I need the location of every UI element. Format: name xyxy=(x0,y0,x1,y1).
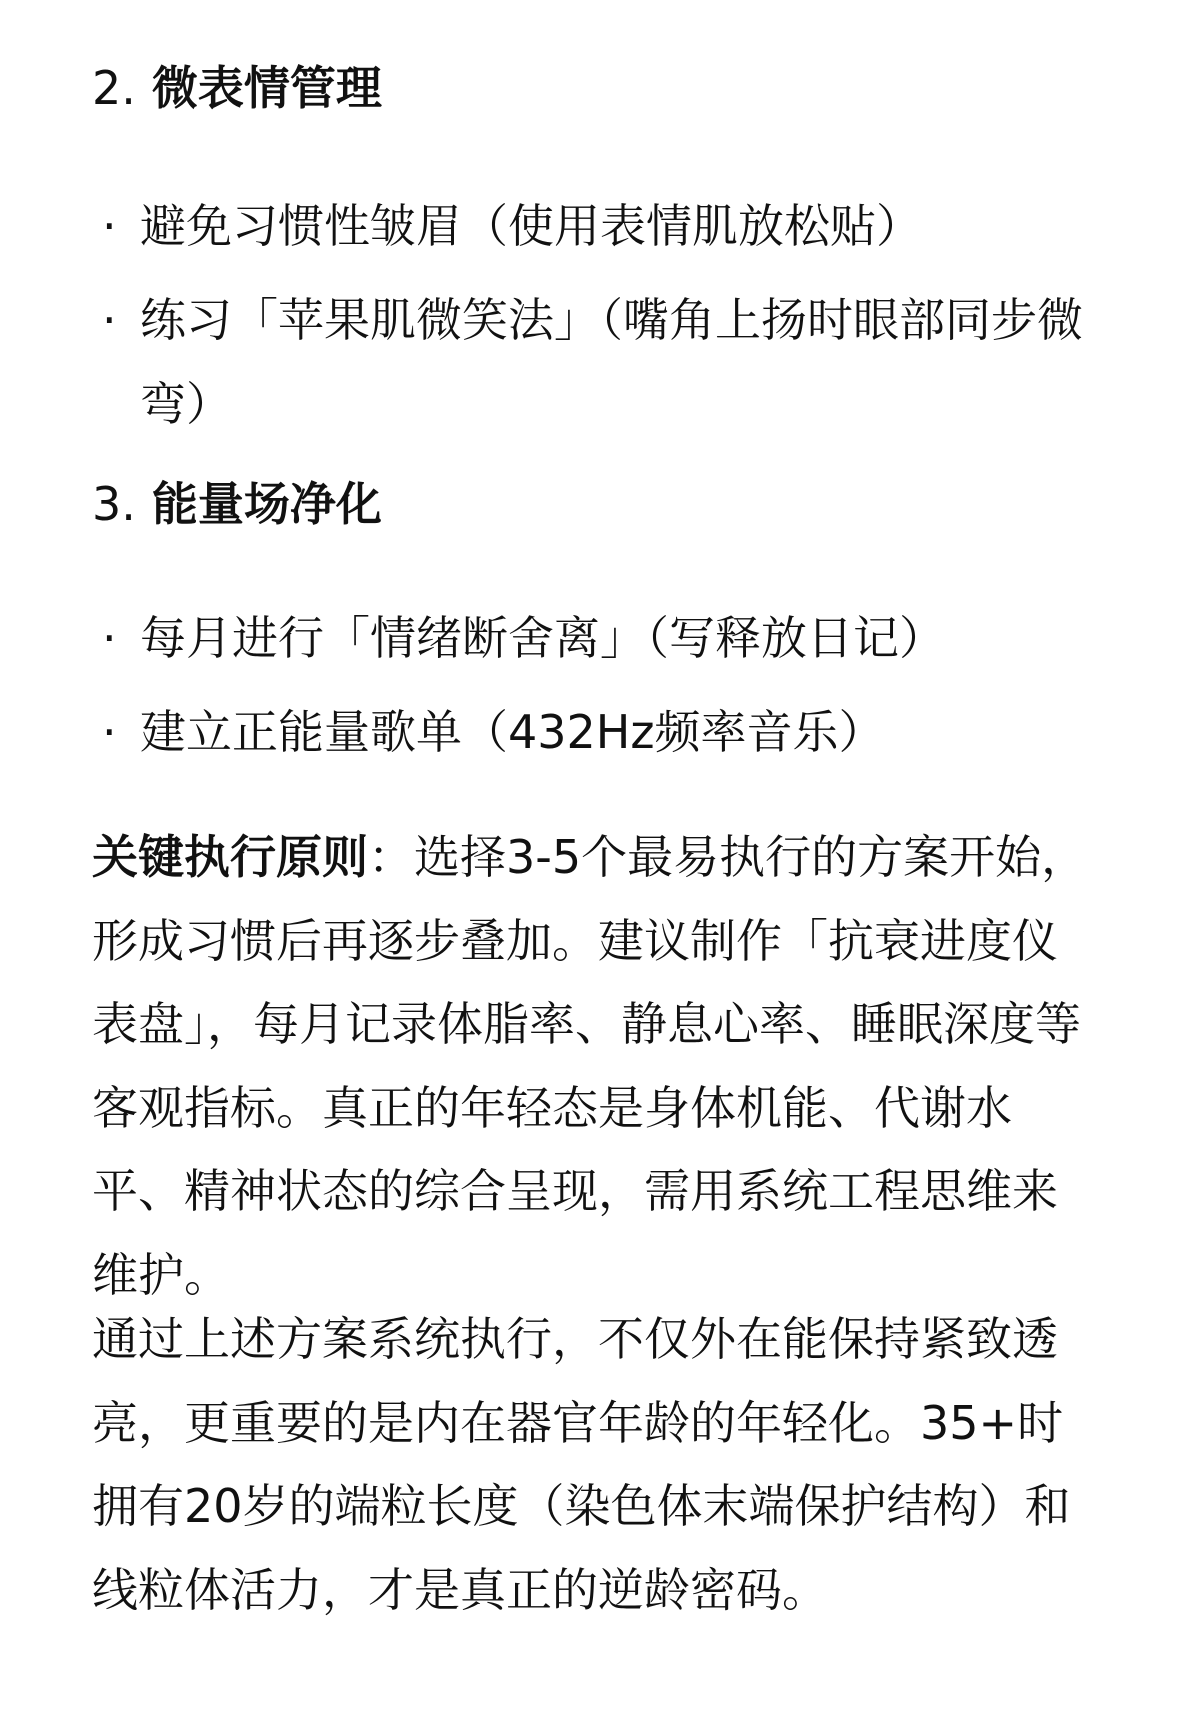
list-item xyxy=(92,278,1089,446)
list-item-text: 建立正能量歌单（432Hz频率音乐） xyxy=(140,705,885,759)
principle-paragraph xyxy=(92,816,1089,1317)
bullet-dot-icon: · xyxy=(102,199,117,253)
section-title: 能量场净化 xyxy=(151,477,382,531)
section-number: 2. xyxy=(92,61,136,115)
principle-colon: ： xyxy=(368,830,414,884)
principle-text: 选择3-5个最易执行的方案开始，形成习惯后再逐步叠加。建议制作「抗衰进度仪表盘」，每月记录体脂率、静息心率、睡眠深度等客观指标。真正的年轻态是身体机能、代谢水平、精神状态的综合呈现，需用系统工程思维来维护。 xyxy=(92,830,1088,1302)
bullet-list-3 xyxy=(92,596,1089,774)
principle-label: 关键执行原则 xyxy=(92,830,368,884)
conclusion-paragraph: 通过上述方案系统执行，不仅外在能保持紧致透亮，更重要的是内在器官年龄的年轻化。35+时拥有20岁的端粒长度（染色体末端保护结构）和线粒体活力，才是真正的逆龄密码。 xyxy=(92,1312,1071,1617)
list-item xyxy=(92,596,1089,680)
section-heading-2 xyxy=(92,58,382,118)
list-item-text: 练习「苹果肌微笑法」（嘴角上扬时眼部同步微弯） xyxy=(140,293,1083,431)
section-number: 3. xyxy=(92,477,136,531)
bullet-dot-icon: · xyxy=(102,705,117,759)
bullet-dot-icon: · xyxy=(102,611,117,665)
bullet-list-2 xyxy=(92,184,1089,446)
section-heading-3 xyxy=(92,474,382,534)
list-item xyxy=(92,690,1089,774)
section-title: 微表情管理 xyxy=(151,61,382,115)
bullet-dot-icon: · xyxy=(102,293,117,347)
list-item xyxy=(92,184,1089,268)
list-item-text: 避免习惯性皱眉（使用表情肌放松贴） xyxy=(140,199,922,253)
list-item-text: 每月进行「情绪断舍离」（写释放日记） xyxy=(140,611,945,665)
